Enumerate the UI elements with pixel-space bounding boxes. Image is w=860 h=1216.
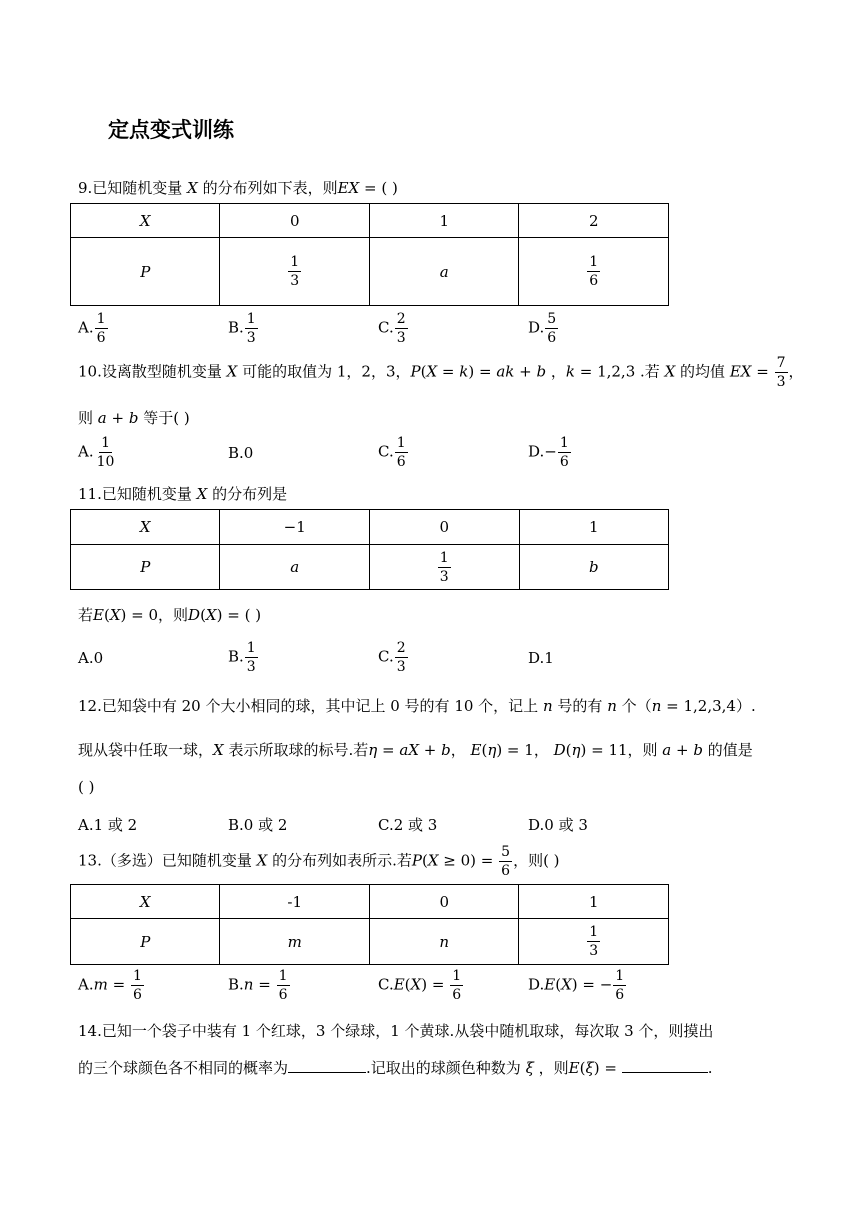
q13-distribution-table: X -1 0 1 P m n $\frac{1}{3}$ bbox=[70, 884, 669, 965]
q10-stem-line2: 则 a + b 等于( ) bbox=[78, 409, 190, 427]
q12-option-d[interactable]: D.0 或 3 bbox=[528, 816, 588, 834]
q12-option-c[interactable]: C.2 或 3 bbox=[378, 816, 438, 834]
q12-option-a[interactable]: A.1 或 2 bbox=[78, 816, 138, 834]
answer-blank-2[interactable] bbox=[622, 1058, 708, 1073]
q12-option-b[interactable]: B.0 或 2 bbox=[228, 816, 288, 834]
q12-stem-line1: 12.已知袋中有 20 个大小相同的球，其中记上 0 号的有 10 个，记上 n 号的有 n 个（n = 1,2,3,4）. bbox=[78, 697, 756, 715]
q11-distribution-table: X −1 0 1 P a $\frac{1}{3}$ b bbox=[70, 509, 669, 590]
q10-stem: 10.设离散型随机变量 X 可能的取值为 1，2，3，P(X = k) = ak + b ，k = 1,2,3 .若 X 的均值 EX = $\frac{7}{3}$ ， bbox=[78, 355, 804, 390]
q11-condition: 若E(X) = 0，则D(X) = ( ) bbox=[78, 606, 262, 624]
section-title: 定点变式训练 bbox=[108, 118, 234, 142]
q11-option-c[interactable]: C. $\frac{2}{3}$ bbox=[378, 640, 406, 675]
fraction: $\frac{1}{3}$ bbox=[290, 254, 300, 289]
q13-option-d[interactable]: D.E(X) = − $\frac{1}{6}$ bbox=[528, 968, 625, 1003]
q9-stem: 9.已知随机变量 X 的分布列如下表，则EX = ( ) bbox=[78, 179, 398, 197]
q13-option-c[interactable]: C.E(X) = $\frac{1}{6}$ bbox=[378, 968, 462, 1003]
q14-stem-line1: 14.已知一个袋子中装有 1 个红球，3 个绿球，1 个黄球.从袋中随机取球，每次取 3 个，则摸出 bbox=[78, 1022, 714, 1040]
q10-option-c[interactable]: C. $\frac{1}{6}$ bbox=[378, 435, 406, 470]
q9-option-b[interactable]: B. $\frac{1}{3}$ bbox=[228, 311, 256, 346]
fraction: $\frac{1}{3}$ bbox=[439, 549, 449, 585]
q11-option-d[interactable]: D.1 bbox=[528, 649, 554, 667]
q10-option-d[interactable]: D.− $\frac{1}{6}$ bbox=[528, 435, 569, 470]
q12-stem-line2: 现从袋中任取一球，X 表示所取球的标号.若η = aX + b， E(η) = 1， D(η) = 11，则 a + b 的值是 bbox=[78, 741, 753, 759]
q14-stem-line2: 的三个球颜色各不相同的概率为 .记取出的球颜色种数为 ξ ，则E(ξ) = . bbox=[78, 1059, 713, 1077]
q9-distribution-table: X 0 1 2 P $\frac{1}{3}$ a $\frac{1}{6}$ bbox=[70, 203, 669, 306]
q11-option-b[interactable]: B. $\frac{1}{3}$ bbox=[228, 640, 256, 675]
answer-blank-1[interactable] bbox=[288, 1058, 366, 1073]
fraction: $\frac{1}{6}$ bbox=[589, 254, 599, 289]
q13-option-b[interactable]: B.n = $\frac{1}{6}$ bbox=[228, 968, 288, 1003]
q9-option-d[interactable]: D. $\frac{5}{6}$ bbox=[528, 311, 557, 346]
q10-option-a[interactable]: A. $\frac{1}{10}$ bbox=[78, 435, 115, 470]
q9-option-c[interactable]: C. $\frac{2}{3}$ bbox=[378, 311, 406, 346]
q12-answer-paren: ( ) bbox=[78, 778, 95, 796]
q13-stem: 13.（多选）已知随机变量 X 的分布列如表所示.若P(X ≥ 0) = $\frac{5}{6}$ ，则( ) bbox=[78, 844, 560, 879]
q13-option-a[interactable]: A.m = $\frac{1}{6}$ bbox=[78, 968, 142, 1003]
q9-option-a[interactable]: A. $\frac{1}{6}$ bbox=[78, 311, 106, 346]
q10-option-b[interactable]: B.0 bbox=[228, 444, 254, 462]
q11-stem: 11.已知随机变量 X 的分布列是 bbox=[78, 485, 288, 503]
fraction: $\frac{1}{3}$ bbox=[589, 924, 599, 959]
q11-option-a[interactable]: A.0 bbox=[78, 649, 104, 667]
